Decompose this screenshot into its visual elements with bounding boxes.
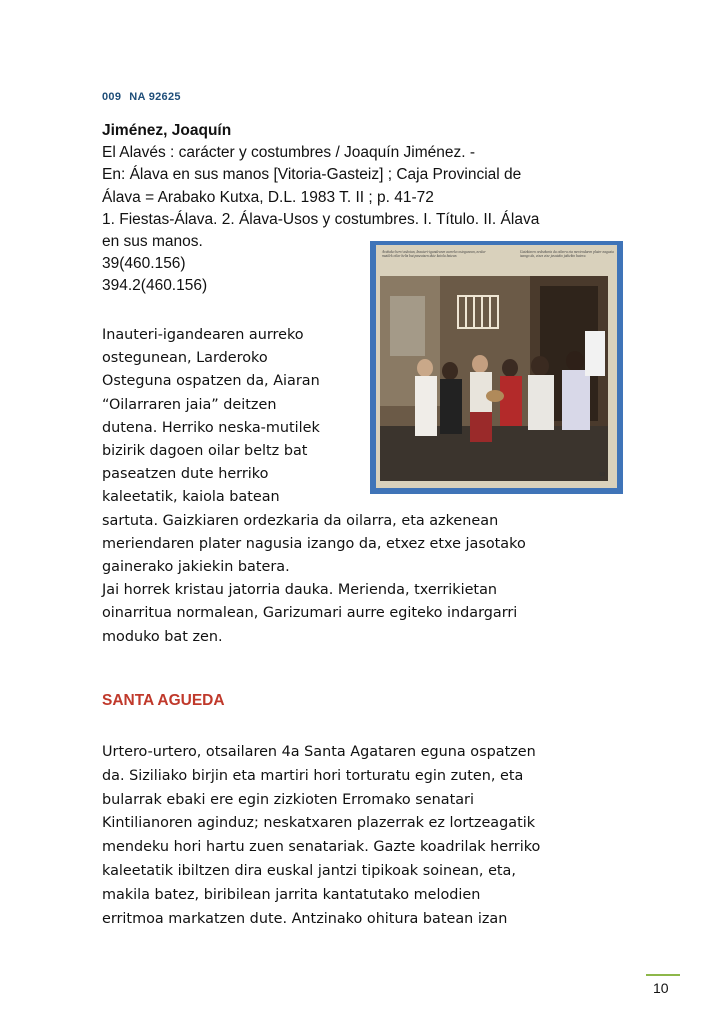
text-line: Kintilianoren aginduz; neskatxaren plazerrak ez lortzeagatik	[102, 815, 536, 832]
biblio-line: en sus manos.	[102, 233, 203, 251]
biblio-line: En: Álava en sus manos [Vitoria-Gasteiz] ; Caja Provincial de	[102, 166, 522, 184]
biblio-line: 1. Fiestas-Álava. 2. Álava-Usos y costumbres. I. Título. II. Álava	[102, 210, 540, 228]
text-line: meriendaren plater nagusia izango da, etxez etxe jasotako	[102, 535, 526, 552]
text-line: Urtero-urtero, otsailaren 4a Santa Agataren eguna ospatzen	[102, 744, 536, 760]
reference-number: 009	[102, 91, 122, 103]
text-line: kaleetatik ibiltzen dira euskal jantzi tipikoak soinean, eta,	[102, 862, 516, 879]
text-line: kaleetatik, kaiola batean	[102, 489, 280, 506]
text-line: Jai horrek kristau jatorria dauka. Merienda, txerrikietan	[102, 582, 498, 599]
text-line: moduko bat zen.	[102, 628, 223, 645]
photo-caption-left: Arabako herri askotan, Inauteri-igandearen aurreko ostegunean, neska-mutilek oilar beltz bat paseatzen dute kaiola batean.	[382, 250, 486, 259]
text-line: mendeku hori hartu zuen senatariak. Gazte koadrilak herriko	[102, 839, 541, 856]
biblio-line: 39(460.156)	[102, 255, 186, 273]
text-line: sartuta. Gaizkiaren ordezkaria da oilarra, eta azkenean	[102, 512, 499, 529]
text-line: “Oilarraren jaia” deitzen	[102, 396, 277, 413]
text-line: da. Siziliako birjin eta martiri hori torturatu egin zuten, eta	[102, 767, 524, 784]
text-line: ostegunean, Larderoko	[102, 350, 268, 367]
text-line: bularrak ebaki ere egin zizkioten Erromako senatari	[102, 791, 474, 808]
paragraph-santa-agueda	[102, 741, 622, 931]
footer-divider	[646, 974, 680, 976]
section-heading: SANTA AGUEDA	[102, 692, 225, 709]
page-number: 10	[653, 980, 669, 996]
text-line: makila batez, biribilean jarrita kantatutako melodien	[102, 886, 481, 903]
biblio-line: Álava = Arabako Kutxa, D.L. 1983 T. II ; p. 41-72	[102, 188, 434, 206]
text-line: oinarritua normalean, Garizumari aurre egiteko indargarri	[102, 605, 518, 622]
text-line: Osteguna ospatzen da, Aiaran	[102, 373, 320, 390]
text-line: bizirik dagoen oilar beltz bat	[102, 443, 308, 460]
photo-page-number: 59	[599, 472, 605, 478]
text-line: Inauteri-igandearen aurreko	[102, 327, 304, 343]
biblio-line: El Alavés : carácter y costumbres / Joaquín Jiménez. -	[102, 144, 476, 162]
paragraph-oilarraren-jaia	[102, 324, 602, 649]
text-line: dutena. Herriko neska-mutilek	[102, 419, 320, 436]
author: Jiménez, Joaquín	[102, 122, 232, 139]
reference-code: NA 92625	[129, 91, 181, 103]
reference-header	[102, 91, 189, 103]
text-line: paseatzen dute herriko	[102, 466, 269, 483]
biblio-line: 394.2(460.156)	[102, 277, 208, 295]
photo-caption-right: Gaizkiaren ordezkaria da oilarra eta meriendaren plater nagusia izango da, etxez etxe jasotako jakiekin batera.	[520, 250, 614, 259]
text-line: erritmoa markatzen dute. Antzinako ohitura batean izan	[102, 910, 508, 927]
text-line: gainerako jakiekin batera.	[102, 559, 290, 576]
